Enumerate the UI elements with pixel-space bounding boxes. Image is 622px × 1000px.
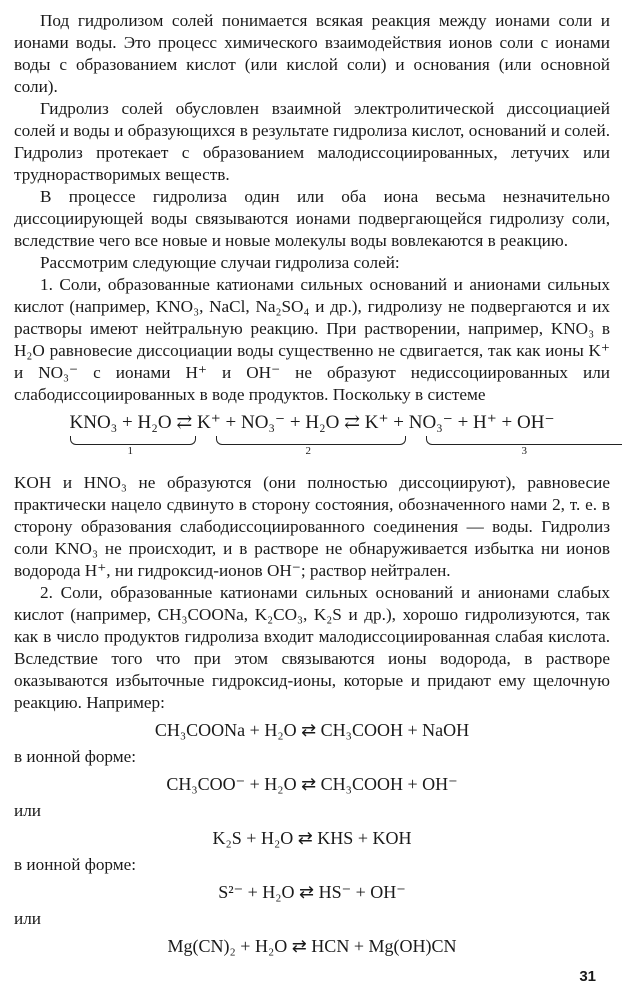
paragraph-hydrolysis-definition: Под гидролизом солей понимается всякая реакция между ионами соли и ионами воды. Это процесс химического взаимодействия ионов соли с ионами воды с образованием кислот (или кислой соли) и основания (или основной соли).	[14, 11, 610, 96]
state-brace-1	[70, 436, 196, 445]
equation-sulfide-ionic: S²⁻ + H₂O ⇄ HS⁻ + OH⁻	[218, 882, 406, 902]
equation-magnesium-cyanide: Mg(CN)₂ + H₂O ⇄ HCN + Mg(OH)CN	[167, 936, 457, 956]
paragraph-case-1-conclusion: KOH и HNO₃ не образуются (они полностью диссоциируют), равновесие практически нацело сдвинуто в сторону состояния, обозначенного нами 2, т. е. в сторону образования слабодиссоциированного соединения — воды. Гидролиз соли KNO₃ не происходит, и в растворе не обнаруживается избытка ни ионов водорода H⁺, ни гидроксид-ионов OH⁻; раствор нейтрален.	[14, 473, 610, 580]
state-label-3: 3	[521, 445, 528, 457]
ionic-form-label: в ионной форме:	[14, 855, 137, 874]
paragraph-case-2: 2. Соли, образованные катионами сильных оснований и анионами слабых кислот (например, CH₃COONa, K₂CO₃, K₂S и др.), хорошо гидролизуются, так как в число продуктов гидролиза входит малодиссоциированная слабая кислота. Вследствие того что при этом связываются ионы водорода, в растворе оказываются избыточные гидроксид-ионы, которые и придают ему щелочную реакцию. Например:	[14, 583, 610, 712]
page-text	[14, 10, 610, 962]
or-label: или	[14, 801, 41, 820]
state-brace-2	[216, 436, 406, 445]
page-number: 31	[579, 968, 596, 985]
paragraph-cases-intro: Рассмотрим следующие случаи гидролиза солей:	[40, 253, 400, 272]
paragraph-hydrolysis-process: В процессе гидролиза один или оба иона весьма незначительно диссоциирующей воды связываются ионами подвергающейся гидролизу соли, вследствие чего все новые и новые молекулы воды вовлекаются в реакцию.	[14, 187, 610, 250]
equilibrium-line	[69, 412, 555, 457]
state-label-1: 1	[127, 445, 134, 457]
equation-sodium-acetate: CH₃COONa + H₂O ⇄ CH₃COOH + NaOH	[154, 720, 470, 740]
or-label: или	[14, 909, 41, 928]
equation-acetate-ionic: CH₃COO⁻ + H₂O ⇄ CH₃COOH + OH⁻	[166, 774, 458, 794]
equation-potassium-sulfide: K₂S + H₂O ⇄ KHS + KOH	[212, 828, 412, 848]
paragraph-case-1: 1. Соли, образованные катионами сильных оснований и анионами сильных кислот (например, KNO₃, NaCl, Na₂SO₄ и др.), гидролизу не подвергаются и их растворы имеют нейтральную реакцию. При растворении, например, KNO₃ в H₂O равновесие диссоциации воды существенно не сдвигается, так как ионы K⁺ и NO₃⁻ с ионами H⁺ и OH⁻ не образуют недиссоциированных или слабодиссоциированных в воде продуктов. Поскольку в системе	[14, 275, 610, 404]
equilibrium-text: KNO₃ + H₂O ⇄ K⁺ + NO₃⁻ + H₂O ⇄ K⁺ + NO₃⁻ + H⁺ + OH⁻	[69, 412, 555, 433]
ionic-form-label: в ионной форме:	[14, 747, 137, 766]
paragraph-hydrolysis-cause: Гидролиз солей обусловлен взаимной электролитической диссоциацией солей и воды и образующихся в результате гидролиза кислот, оснований и солей. Гидролиз протекает с образованием малодиссоциированных, летучих или труднорастворимых веществ.	[14, 99, 610, 184]
equilibrium-system-equation	[14, 412, 610, 464]
state-brace-3	[426, 436, 622, 445]
state-label-2: 2	[305, 445, 312, 457]
